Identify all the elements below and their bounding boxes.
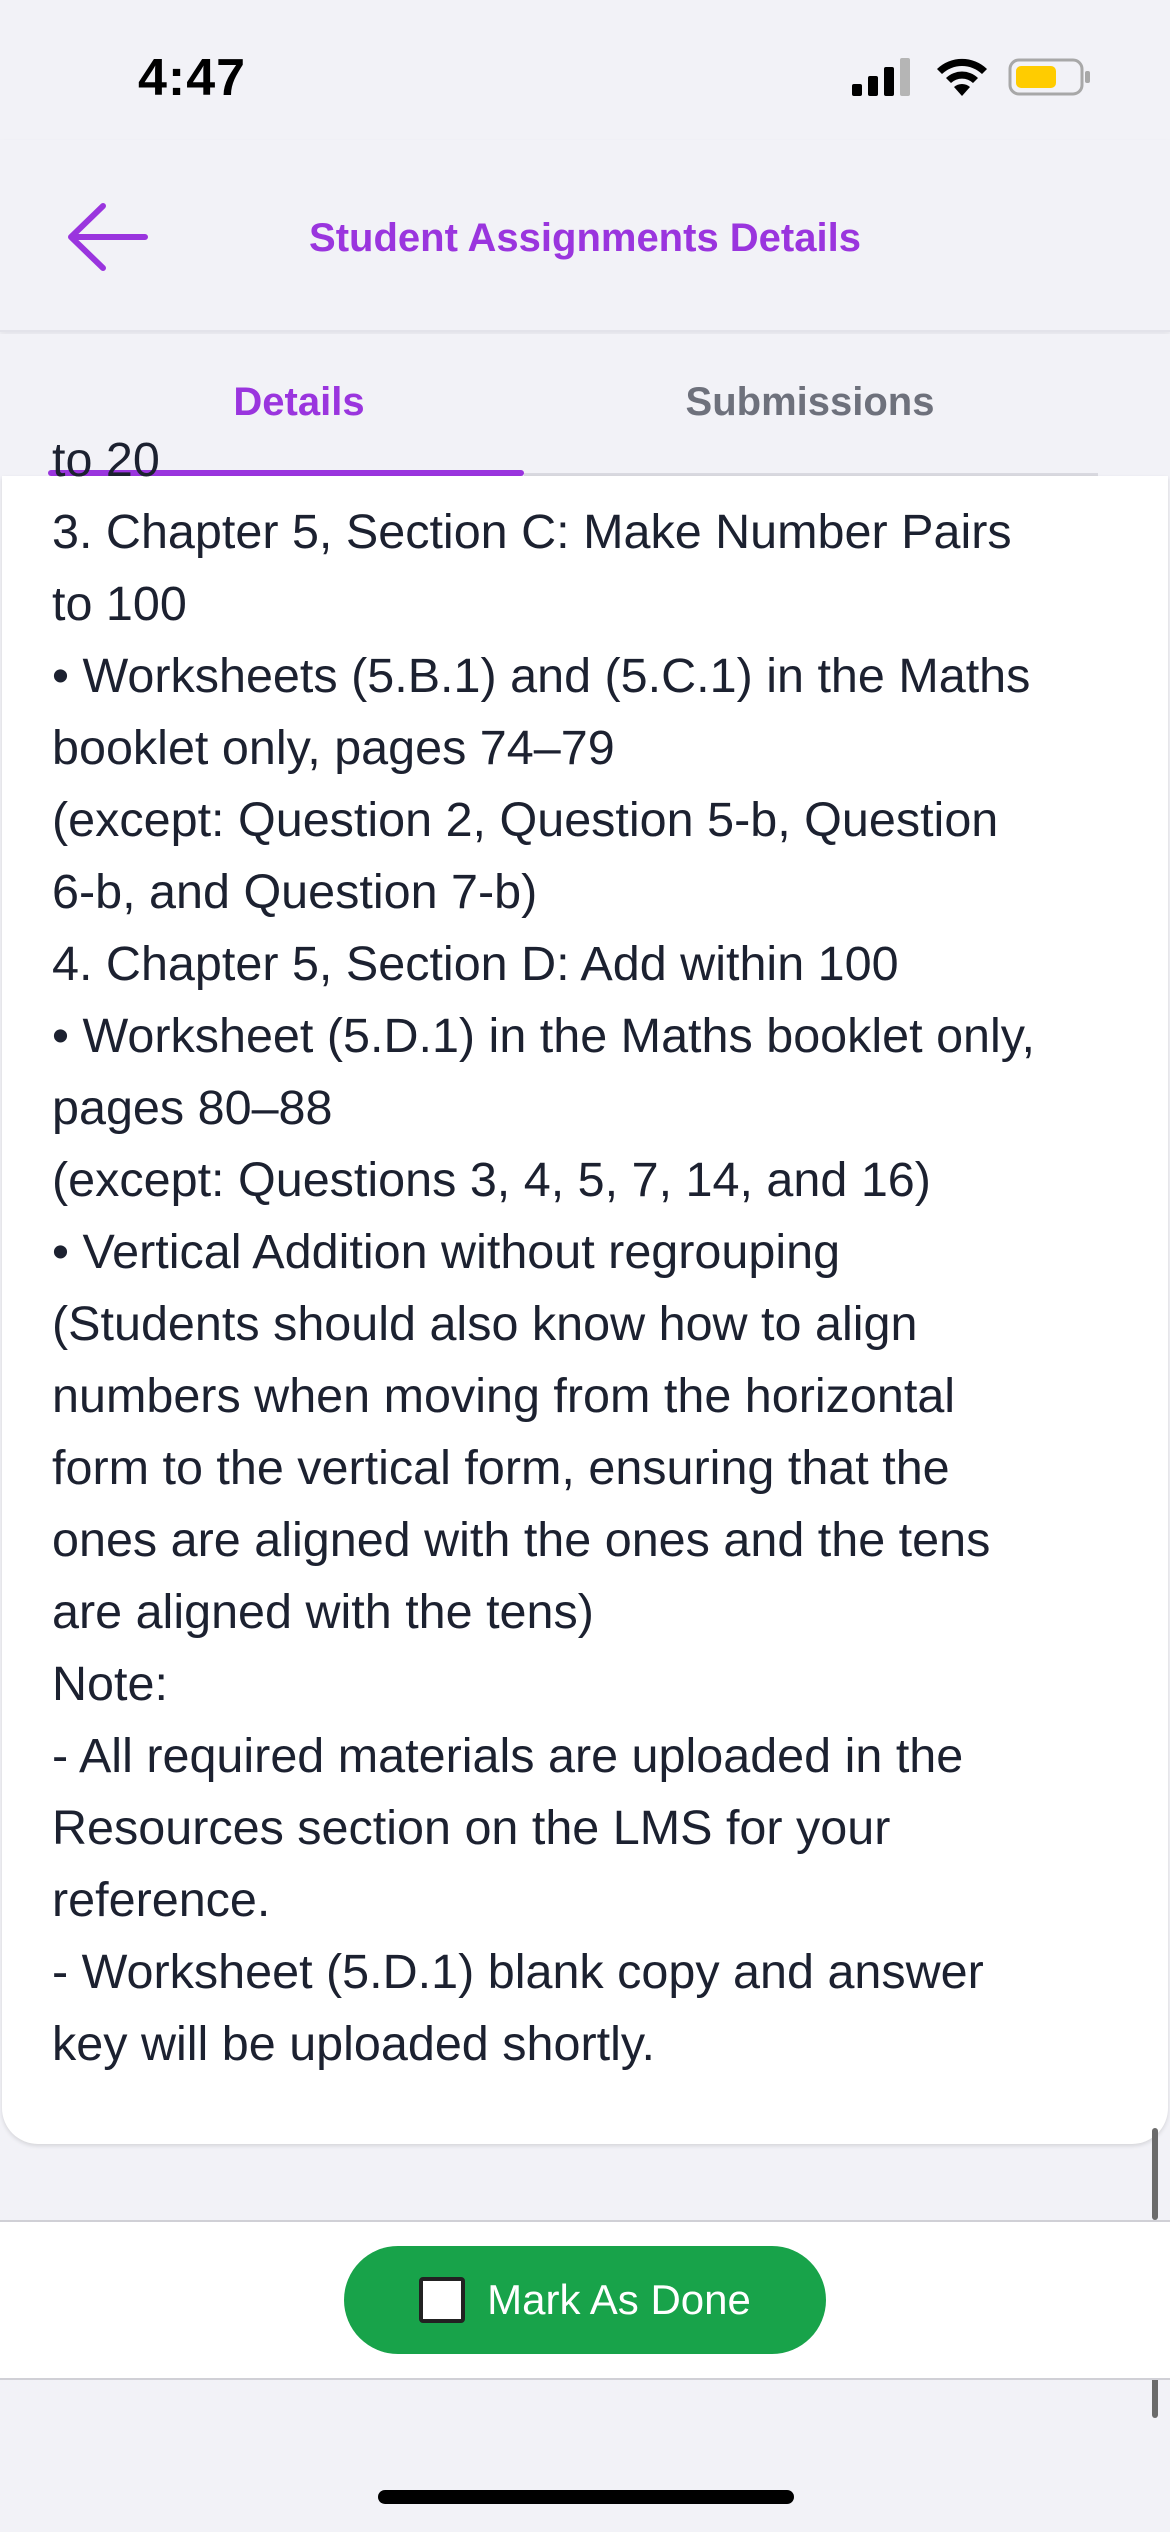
description-line: Resources section on the LMS for your <box>52 1801 891 1855</box>
back-button[interactable] <box>62 192 152 282</box>
description-line: to 20 <box>52 433 160 487</box>
description-line: to 100 <box>52 577 187 631</box>
description-line: ones are aligned with the ones and the tens <box>52 1513 991 1567</box>
description-line: - All required materials are uploaded in the <box>52 1729 964 1783</box>
mark-as-done-label: Mark As Done <box>487 2276 751 2323</box>
back-arrow-icon <box>65 202 149 272</box>
description-line: (except: Question 2, Question 5-b, Question <box>52 793 999 847</box>
description-line: (except: Questions 3, 4, 5, 7, 14, and 16) <box>52 1153 931 1207</box>
assignment-description <box>52 424 1132 2080</box>
page-title: Student Assignments Details <box>309 216 861 260</box>
mark-as-done-button[interactable] <box>344 2246 826 2354</box>
tab-details[interactable]: Details <box>233 380 365 424</box>
description-line: • Vertical Addition without regrouping <box>52 1225 841 1279</box>
app-header <box>0 140 1170 332</box>
description-line: 4. Chapter 5, Section D: Add within 100 <box>52 937 899 991</box>
description-line: pages 80–88 <box>52 1081 333 1135</box>
description-line: are aligned with the tens) <box>52 1585 594 1639</box>
cellular-signal-icon <box>852 58 914 96</box>
scrollbar[interactable] <box>1152 2128 1158 2220</box>
description-line: Note: <box>52 1657 168 1711</box>
status-bar <box>0 0 1170 140</box>
description-line: form to the vertical form, ensuring that the <box>52 1441 950 1495</box>
description-line: - Worksheet (5.D.1) blank copy and answer <box>52 1945 984 1999</box>
tab-submissions[interactable]: Submissions <box>685 380 935 424</box>
status-time: 4:47 <box>138 49 247 107</box>
description-line: reference. <box>52 1873 271 1927</box>
description-line: booklet only, pages 74–79 <box>52 721 615 775</box>
description-line: numbers when moving from the horizontal <box>52 1369 956 1423</box>
wifi-icon <box>934 56 990 98</box>
footer-bar <box>0 2220 1170 2380</box>
home-indicator[interactable] <box>378 2490 794 2504</box>
description-line: key will be uploaded shortly. <box>52 2017 655 2071</box>
checkbox-icon[interactable] <box>419 2277 465 2323</box>
description-line: • Worksheet (5.D.1) in the Maths booklet only, <box>52 1009 1035 1063</box>
assignment-details-card <box>2 433 1168 2144</box>
description-line: 6-b, and Question 7-b) <box>52 865 538 919</box>
description-line: 3. Chapter 5, Section C: Make Number Pairs <box>52 505 1012 559</box>
description-line: (Students should also know how to align <box>52 1297 918 1351</box>
description-line: • Worksheets (5.B.1) and (5.C.1) in the Maths <box>52 649 1031 703</box>
battery-icon <box>1008 56 1092 98</box>
